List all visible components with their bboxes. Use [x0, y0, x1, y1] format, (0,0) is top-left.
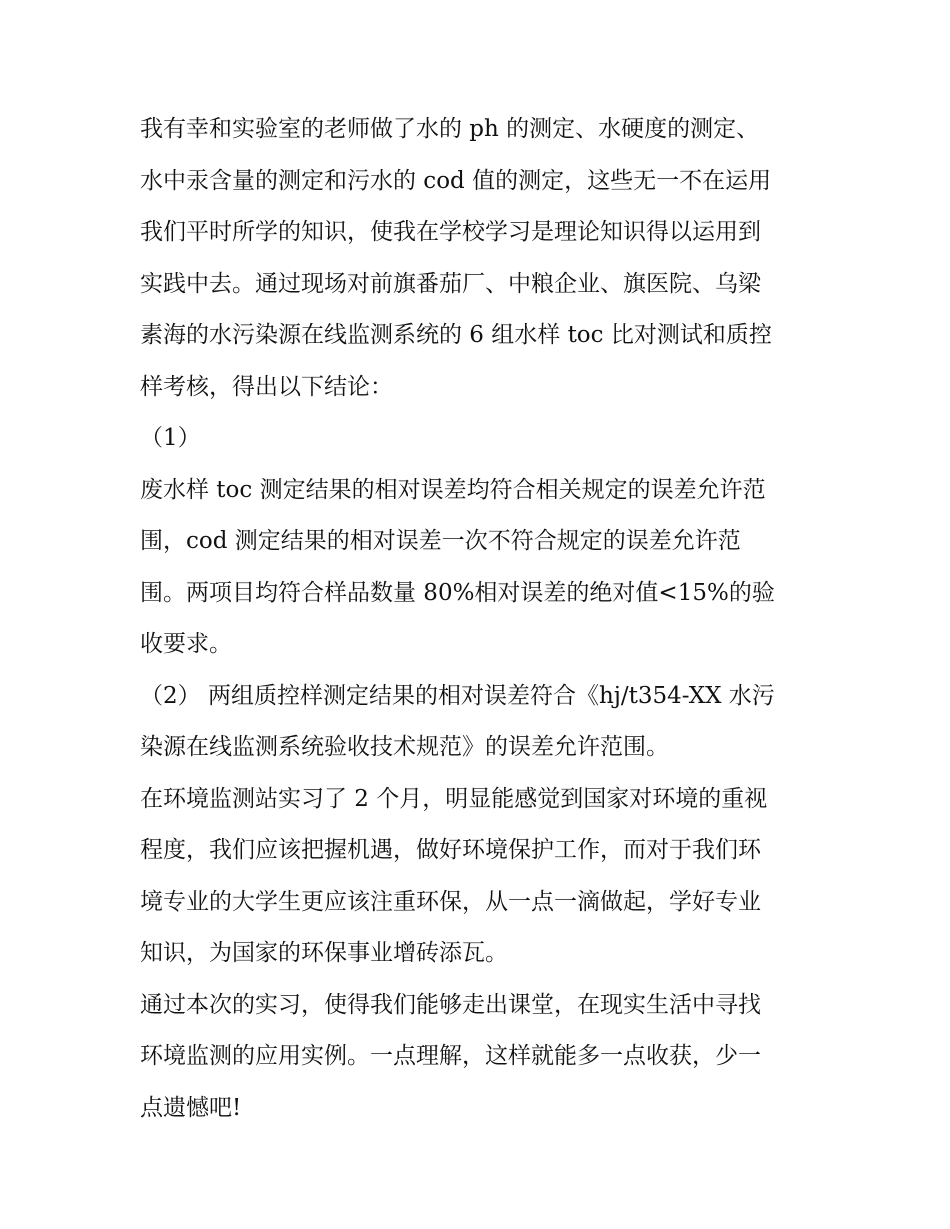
text-line: 环境监测的应用实例。一点理解，这样就能多一点收获，少一 [140, 1043, 761, 1069]
text-line: 在环境监测站实习了 2 个月，明显能感觉到国家对环境的重视 [140, 785, 768, 812]
text-line: 染源在线监测系统验收技术规范》的误差允许范围。 [140, 734, 669, 760]
text-line: 境专业的大学生更应该注重环保，从一点一滴做起，学好专业 [140, 888, 761, 915]
text-line: 围，cod 测定结果的相对误差一次不符合规定的误差允许范 [140, 528, 741, 554]
text-line: 通过本次的实习，使得我们能够走出课堂，在现实生活中寻找 [140, 991, 761, 1018]
text-line: 废水样 toc 测定结果的相对误差均符合相关规定的误差允许范 [140, 476, 766, 503]
text-line: 我们平时所学的知识，使我在学校学习是理论知识得以运用到 [140, 219, 761, 245]
list-item-2: （2） 两组质控样测定结果的相对误差符合《hj/t354-XX 水污 [140, 682, 775, 709]
text-line: 点遗憾吧! [140, 1094, 242, 1121]
body-text [140, 104, 820, 1134]
text-line: 知识，为国家的环保事业增砖添瓦。 [140, 940, 508, 966]
text-line: 程度，我们应该把握机遇，做好环境保护工作，而对于我们环 [140, 837, 761, 863]
text-line: 收要求。 [140, 631, 232, 657]
text-line: 我有幸和实验室的老师做了水的 ph 的测定、水硬度的测定、 [140, 116, 760, 142]
list-marker-1: （1） [140, 425, 201, 451]
text-line: 素海的水污染源在线监测系统的 6 组水样 toc 比对测试和质控 [140, 322, 772, 348]
text-line: 水中汞含量的测定和污水的 cod 值的测定，这些无一不在运用 [140, 167, 772, 194]
text-line: 围。两项目均符合样品数量 80%相对误差的绝对值<15%的验 [140, 579, 775, 606]
text-line: 样考核，得出以下结论： [140, 373, 393, 400]
text-line: 实践中去。通过现场对前旗番茄厂、中粮企业、旗医院、乌梁 [140, 270, 761, 297]
